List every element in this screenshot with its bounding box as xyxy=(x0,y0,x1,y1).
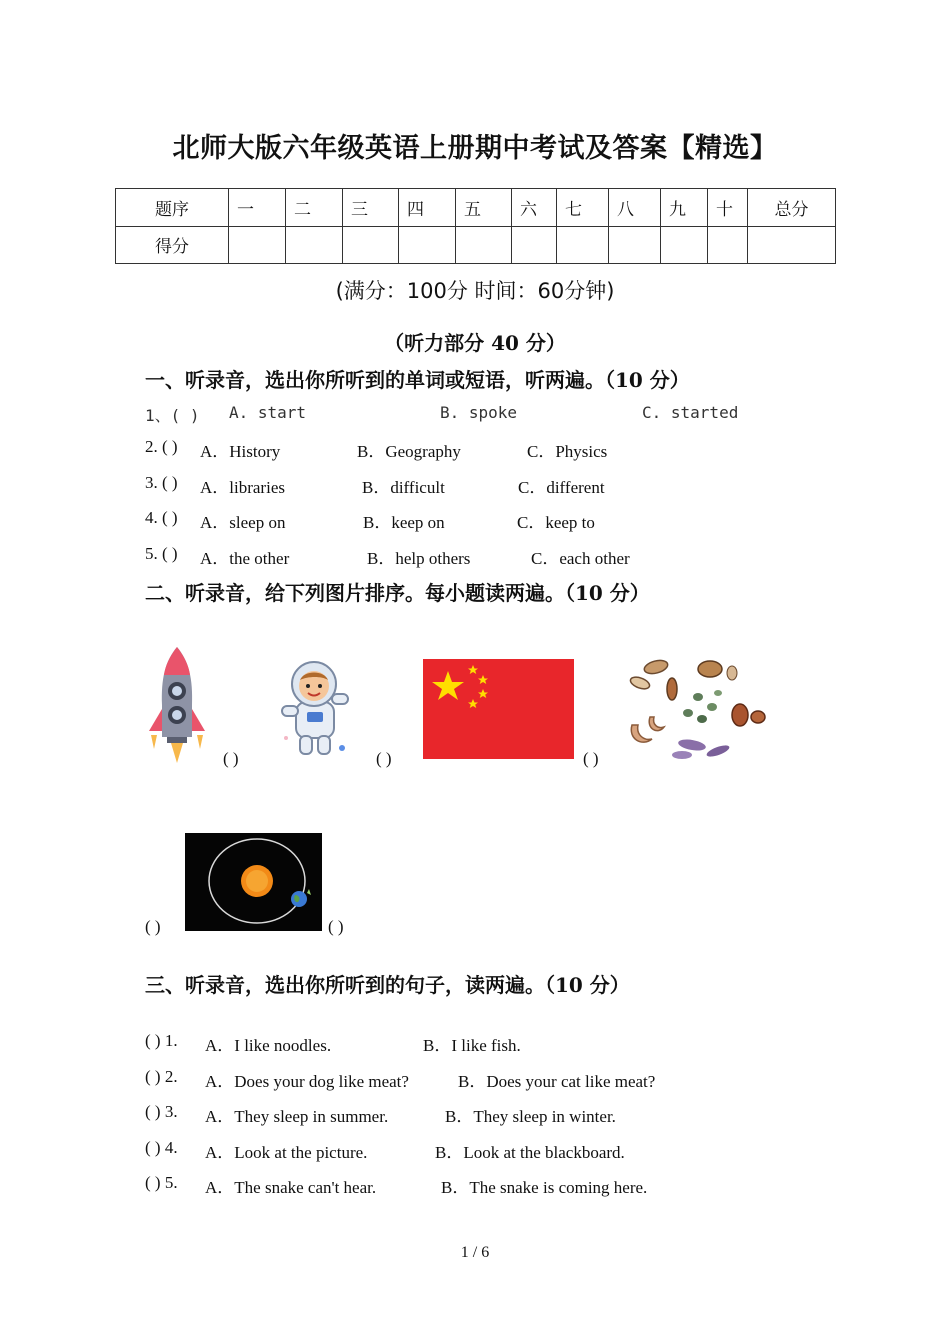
option-a[interactable]: A．History xyxy=(200,442,281,461)
question-1 xyxy=(145,403,845,425)
answer-blank[interactable]: ( ) xyxy=(328,917,344,936)
question-number: ( ) 3. xyxy=(145,1102,178,1121)
score-cell[interactable] xyxy=(456,226,512,264)
table-cell: 得分 xyxy=(116,226,229,264)
score-cell[interactable] xyxy=(609,226,661,264)
score-cell[interactable] xyxy=(708,226,748,264)
chinese-flag-image xyxy=(423,659,574,759)
option-c[interactable]: C．each other xyxy=(531,549,630,568)
table-cell: 八 xyxy=(609,189,661,227)
option-b[interactable]: B. spoke xyxy=(440,403,518,422)
section2-heading: 二、听录音，给下列图片排序。每小题读两遍。（10 分） xyxy=(145,581,650,605)
question-3 xyxy=(145,473,845,495)
table-cell: 二 xyxy=(286,189,343,227)
section3-heading: 三、听录音，选出你所听到的句子，读两遍。（10 分） xyxy=(145,973,630,997)
option-a[interactable]: A．libraries xyxy=(200,478,285,497)
question-5 xyxy=(145,544,845,566)
option-a[interactable]: A．I like noodles. xyxy=(205,1036,332,1055)
question-number: 5. ( ) xyxy=(145,544,178,563)
astronaut-image xyxy=(274,658,356,758)
answer-blank[interactable]: ( ) xyxy=(145,917,161,936)
table-cell: 一 xyxy=(229,189,286,227)
score-cell[interactable] xyxy=(557,226,609,264)
rocket-image xyxy=(145,645,209,765)
exam-info: (满分：100分 时间：60分钟) xyxy=(335,279,615,303)
option-a[interactable]: A．The snake can't hear. xyxy=(205,1178,377,1197)
score-cell[interactable] xyxy=(399,226,456,264)
page-title: 北师大版六年级英语上册期中考试及答案【精选】 xyxy=(172,133,778,164)
score-cell[interactable] xyxy=(748,226,836,264)
score-cell[interactable] xyxy=(512,226,557,264)
question-number: 2. ( ) xyxy=(145,437,178,456)
table-cell: 十 xyxy=(708,189,748,227)
solar-system-image xyxy=(185,833,322,931)
option-c[interactable]: C．different xyxy=(518,478,605,497)
question-number: 3. ( ) xyxy=(145,473,178,492)
answer-blank[interactable]: ( ) xyxy=(376,749,392,768)
sentence-question-4 xyxy=(145,1138,845,1160)
question-number: ( ) 2. xyxy=(145,1067,178,1086)
score-table xyxy=(115,188,836,264)
answer-blank[interactable]: ( ) xyxy=(223,749,239,768)
answer-blank[interactable]: ( ) xyxy=(583,749,599,768)
question-2 xyxy=(145,437,845,459)
option-a[interactable]: A．Look at the picture. xyxy=(205,1143,368,1162)
table-cell: 五 xyxy=(456,189,512,227)
table-cell: 九 xyxy=(661,189,708,227)
sentence-question-2 xyxy=(145,1067,845,1089)
option-b[interactable]: B．difficult xyxy=(362,478,445,497)
option-b[interactable]: B．They sleep in winter. xyxy=(445,1107,616,1126)
question-number: ( ) 1. xyxy=(145,1031,178,1050)
option-b[interactable]: B．I like fish. xyxy=(423,1036,521,1055)
option-a[interactable]: A．They sleep in summer. xyxy=(205,1107,389,1126)
table-cell: 四 xyxy=(399,189,456,227)
sentence-question-5 xyxy=(145,1173,845,1195)
option-c[interactable]: C. started xyxy=(642,403,739,422)
section1-heading: 一、听录音，选出你所听到的单词或短语，听两遍。（10 分） xyxy=(145,368,690,392)
score-cell[interactable] xyxy=(343,226,399,264)
score-cell[interactable] xyxy=(286,226,343,264)
table-cell: 总分 xyxy=(748,189,836,227)
table-cell: 七 xyxy=(557,189,609,227)
question-number: ( ) 5. xyxy=(145,1173,178,1192)
question-4 xyxy=(145,508,845,530)
table-cell: 三 xyxy=(343,189,399,227)
question-number: ( ) 4. xyxy=(145,1138,178,1157)
option-b[interactable]: B．keep on xyxy=(363,513,445,532)
option-b[interactable]: B．The snake is coming here. xyxy=(441,1178,648,1197)
table-cell: 六 xyxy=(512,189,557,227)
option-a[interactable]: A．Does your dog like meat? xyxy=(205,1072,409,1091)
option-b[interactable]: B．help others xyxy=(367,549,471,568)
option-b[interactable]: B．Does your cat like meat? xyxy=(458,1072,656,1091)
sentence-question-3 xyxy=(145,1102,845,1124)
option-c[interactable]: C．keep to xyxy=(517,513,595,532)
option-a[interactable]: A．sleep on xyxy=(200,513,286,532)
score-table-header-row xyxy=(116,189,836,227)
question-number: 4. ( ) xyxy=(145,508,178,527)
sentence-question-1 xyxy=(145,1031,845,1053)
table-cell: 题序 xyxy=(116,189,229,227)
page-number: 1 / 6 xyxy=(460,1244,490,1261)
score-cell[interactable] xyxy=(229,226,286,264)
option-b[interactable]: B．Geography xyxy=(357,442,461,461)
score-table-score-row xyxy=(116,226,836,264)
question-number: 1、( ) xyxy=(145,406,200,425)
listening-label: （听力部分 40 分） xyxy=(384,331,566,355)
option-a[interactable]: A．the other xyxy=(200,549,290,568)
score-cell[interactable] xyxy=(661,226,708,264)
option-b[interactable]: B．Look at the blackboard. xyxy=(435,1143,625,1162)
option-c[interactable]: C．Physics xyxy=(527,442,608,461)
option-a[interactable]: A. start xyxy=(229,403,307,422)
seeds-image xyxy=(622,655,768,765)
